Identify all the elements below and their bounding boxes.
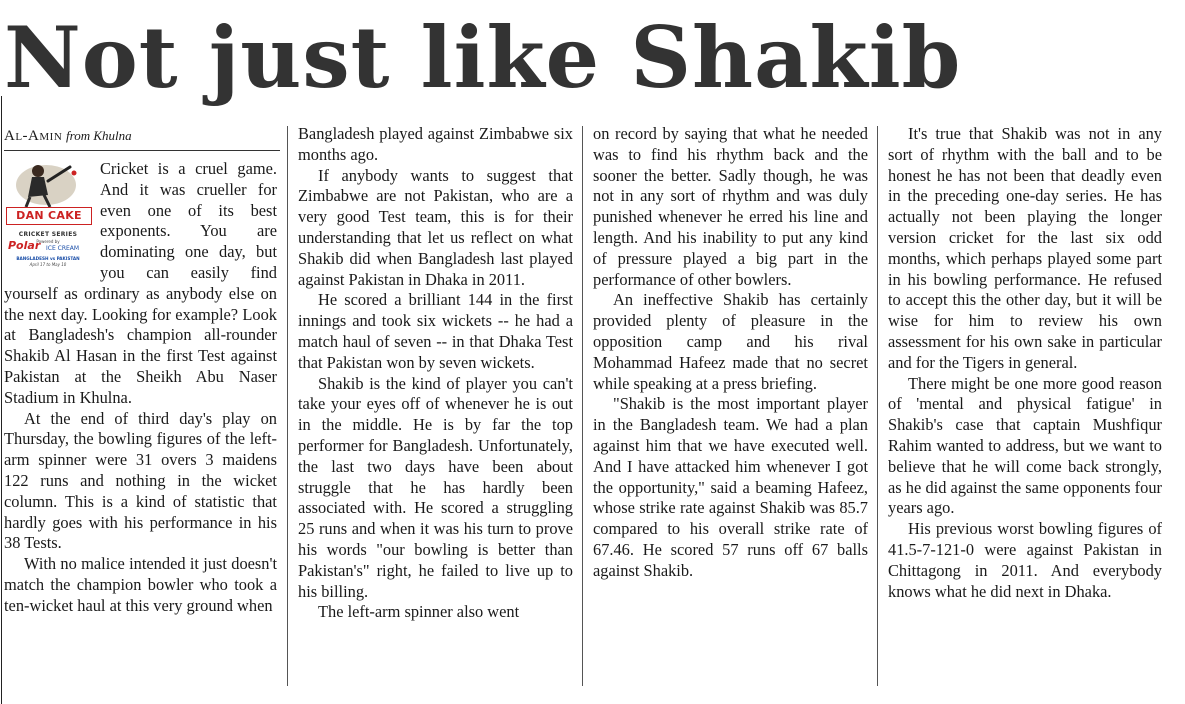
article-column-4	[888, 124, 1162, 602]
paragraph: Bangladesh played against Zimbabwe six months ago.	[298, 124, 573, 164]
left-border-rule	[1, 96, 2, 704]
paragraph: on record by saying that what he needed was to find his rhythm back and the sooner the better. Sadly though, he was not in any sort of rhythm and was duly punished whenever he erred his line and length. And his inability to put any kind of pressure played a big part in the performance of other bowlers.	[593, 124, 868, 289]
paragraph: It's true that Shakib was not in any sort of rhythm with the ball and to be honest he has not been that deadly even in the preceding one-day series. He has actually not been playing the longer version cricket for the last six odd months, which perhaps played some part in his bowling performance. He refused to accept this the other day, but it will be wise for him to review his own assessment for his own sake in particular and for the Tigers in general.	[888, 124, 1162, 372]
paragraph: At the end of third day's play on Thursday, the bowling figures of the left-arm spinner were 31 overs 3 maidens 122 runs and nothing in the wicket column. This is a kind of statistic that hardly goes with his performance in his 38 Tests.	[4, 408, 277, 553]
paragraph: With no malice intended it just doesn't match the champion bowler who took a ten-wicket haul at this very ground when	[4, 554, 277, 615]
paragraph: There might be one more good reason of 'mental and physical fatigue' in Shakib's case that captain Mushfiqur Rahim wanted to address, but we want to believe that he will come back strongly, as he did against the same opponents four years ago.	[888, 373, 1162, 518]
headline: Not just like Shakib	[4, 8, 962, 107]
powered-by: Powered by	[36, 239, 60, 244]
paragraph: "Shakib is the most important player in the Bangladesh team. We had a plan against him that we have executed well. And I have attacked him whenever I got the opportunity," said a beaming Hafeez, whose strike rate against Shakib was 85.7 compared to his overall strike rate of 67.46. He scored 57 runs off 67 balls against Shakib.	[593, 394, 868, 580]
series-name: CRICKET SERIES	[18, 231, 78, 238]
column-divider	[582, 126, 583, 686]
article-column-3	[593, 124, 868, 582]
byline	[4, 126, 280, 146]
matchup: BANGLADESH vs PAKISTAN	[16, 256, 80, 261]
paragraph: He scored a brilliant 144 in the first innings and took six wickets -- he had a match haul of seven -- in that Dhaka Test that Pakistan won by seven wickets.	[298, 290, 573, 372]
paragraph: The left-arm spinner also went	[318, 602, 520, 622]
series-dates: April 17 to May 10	[29, 262, 67, 267]
paragraph: An ineffective Shakib has certainly provided plenty of pleasure in the opposition camp and his rival Mohammad Hafeez made that no secret while speaking at a press briefing.	[593, 290, 868, 393]
byline-author: Al-Amin	[4, 128, 63, 144]
paragraph: His previous worst bowling figures of 41.5-7-121-0 were against Pakistan in Chittagong in 2011. And everybody knows what he did next in Dhaka.	[888, 519, 1162, 601]
paragraph: If anybody wants to suggest that Zimbabwe are not Pakistan, who are a very good Test team, this is for their understanding that let us reflect on what Shakib did when Bangladesh last played against Pakistan in Dhaka in 2011.	[298, 165, 573, 289]
article-column-1	[4, 159, 277, 617]
byline-location: from Khulna	[66, 128, 132, 143]
column-divider	[877, 126, 878, 686]
sponsor-logo	[4, 161, 92, 267]
column-divider	[287, 126, 288, 686]
paragraph: Cricket is a cruel game. And it was crueller for even one of its best exponents. You are dominating one day, but you can easily find yourself as ordinary as anybody else on the next day. Looking for example? Look at Bangladesh's champion all-rounder Shakib Al Hasan in the first Test against Pakistan at the Sheikh Abu Naser Stadium in Khulna.	[4, 159, 277, 407]
paragraph: Shakib is the kind of player you can't take your eyes off of whenever he is out in the middle. He is by far the top performer for Bangladesh. Unfortunately, the last two days have been about struggle that he has hardly been associated with. He scored a struggling 25 runs and when it was his turn to prove his words "our bowling is better than Pakistan's" right, he failed to live up to his billing.	[298, 373, 573, 601]
cricket-player-icon	[4, 161, 92, 209]
article-column-2	[298, 124, 573, 623]
byline-divider	[4, 150, 280, 151]
sponsor-polar: Polar	[8, 239, 41, 252]
sponsor-ice-cream: ICE CREAM	[46, 245, 80, 252]
brand-name: DAN CAKE	[6, 207, 92, 225]
